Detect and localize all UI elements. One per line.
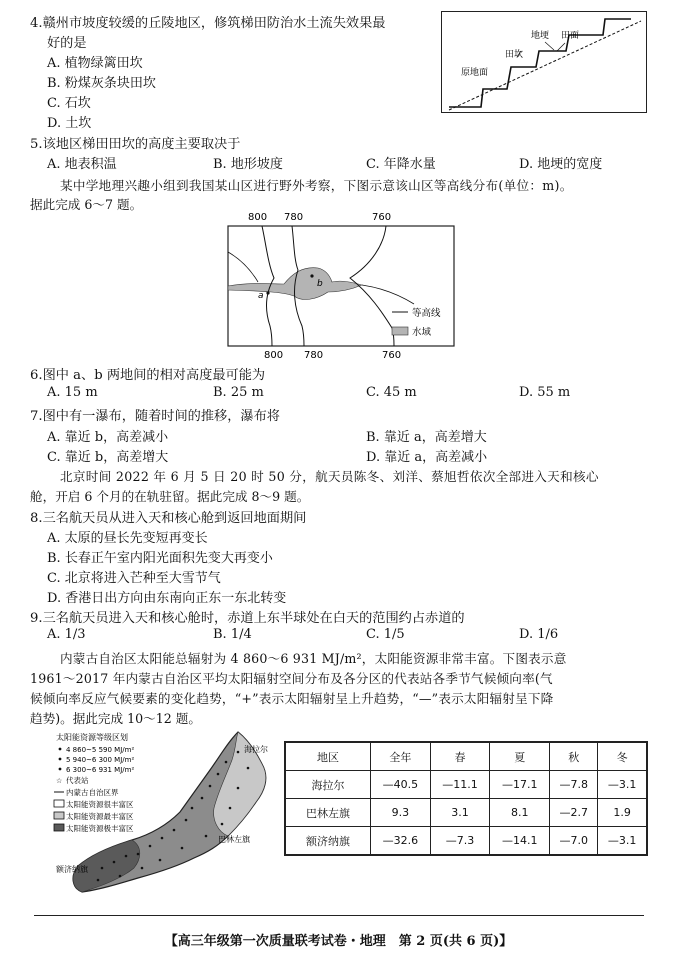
point-b-marker xyxy=(310,274,313,277)
legend-contour-label: 等高线 xyxy=(412,308,441,319)
q5-option-d[interactable]: D. 地埂的宽度 xyxy=(519,157,603,172)
q4-option-d[interactable]: D. 土坎 xyxy=(47,116,92,131)
header-autumn: 秋 xyxy=(550,742,598,771)
q7-option-d[interactable]: D. 靠近 a，高差减小 xyxy=(366,450,488,465)
label-balinzuoqi: 巴林左旗 xyxy=(218,835,250,844)
cell-value: —32.6 xyxy=(371,827,431,856)
cell-region: 巴林左旗 xyxy=(285,799,371,827)
legend-water-label: 水域 xyxy=(412,327,432,338)
top-label-800: 800 xyxy=(248,212,268,223)
q4-option-b[interactable]: B. 粉煤灰条块田坎 xyxy=(47,76,156,91)
intro-6-7-line2: 据此完成 6～7 题。 xyxy=(30,197,143,212)
inner-mongolia-map xyxy=(42,728,282,898)
legend-title: 太阳能资源等级区划 xyxy=(56,733,128,742)
climate-tendency-table xyxy=(284,741,648,856)
legend-station-symbol: ☆ xyxy=(56,777,63,785)
table-header-row xyxy=(285,742,647,771)
q5-stem: 5.该地区梯田田坎的高度主要取决于 xyxy=(30,137,241,152)
intro-10-12-line1: 内蒙古自治区太阳能总辐射为 4 860～6 931 MJ/m²，太阳能资源非常丰富。下图表示意 xyxy=(60,651,567,666)
table-row xyxy=(285,827,647,856)
q9-stem: 9.三名航天员进入天和核心舱时，赤道上东半球处在白天的范围约占赤道的 xyxy=(30,611,465,626)
intro-10-12-line4: 趋势)。据此完成 10～12 题。 xyxy=(30,711,201,726)
q6-option-d[interactable]: D. 55 m xyxy=(519,385,571,400)
q4-option-c[interactable]: C. 石坎 xyxy=(47,96,91,111)
q7-option-b[interactable]: B. 靠近 a，高差增大 xyxy=(366,430,487,445)
q9-option-a[interactable]: A. 1/3 xyxy=(47,627,86,642)
point-a-label: a xyxy=(258,291,264,301)
cell-region: 额济纳旗 xyxy=(285,827,371,856)
header-spring: 春 xyxy=(430,742,490,771)
label-yuandimian: 原地面 xyxy=(461,68,489,78)
q9-option-d[interactable]: D. 1/6 xyxy=(519,627,559,642)
q8-option-a[interactable]: A. 太原的昼长先变短再变长 xyxy=(47,531,208,546)
q6-option-b[interactable]: B. 25 m xyxy=(213,385,264,400)
cell-value: —11.1 xyxy=(430,771,490,799)
q6-option-a[interactable]: A. 15 m xyxy=(47,385,98,400)
cell-value: 1.9 xyxy=(598,799,647,827)
contour-map xyxy=(222,208,462,364)
cell-value: 9.3 xyxy=(371,799,431,827)
q4-stem-line2: 好的是 xyxy=(47,36,87,51)
cell-value: —17.1 xyxy=(490,771,550,799)
q5-option-a[interactable]: A. 地表积温 xyxy=(47,157,117,172)
bottom-label-800: 800 xyxy=(264,350,284,361)
q5-option-c[interactable]: C. 年降水量 xyxy=(366,157,436,172)
intro-6-7-line1: 某中学地理兴趣小组到我国某山区进行野外考察，下图示意该山区等高线分布(单位：m)。 xyxy=(60,178,573,193)
legend-boundary: 内蒙古自治区界 xyxy=(66,788,119,797)
cell-value: —7.0 xyxy=(550,827,598,856)
q8-option-c[interactable]: C. 北京将进入芒种至大雪节气 xyxy=(47,571,221,586)
footer-rule xyxy=(34,915,644,916)
header-region: 地区 xyxy=(285,742,371,771)
intro-8-9-line1: 北京时间 2022 年 6 月 5 日 20 时 50 分，航天员陈冬、刘洋、蔡旭哲依次全部进入天和核心 xyxy=(60,469,599,484)
legend-zone-1: 太阳能资源很丰富区 xyxy=(66,800,134,809)
header-summer: 夏 xyxy=(490,742,550,771)
legend-range-2: 5 940~6 300 MJ/m² xyxy=(66,756,135,764)
legend-zone-2: 太阳能资源最丰富区 xyxy=(66,812,134,821)
legend-water-swatch xyxy=(392,327,408,335)
q4-stem-line1: 4.赣州市坡度较缓的丘陵地区，修筑梯田防治水土流失效果最 xyxy=(30,16,386,31)
intro-8-9-line2: 舱，开启 6 个月的在轨驻留。据此完成 8～9 题。 xyxy=(30,489,310,504)
q7-stem: 7.图中有一瀑布，随着时间的推移，瀑布将 xyxy=(30,409,280,424)
bottom-label-760: 760 xyxy=(382,350,402,361)
cell-value: —40.5 xyxy=(371,771,431,799)
cell-value: —7.8 xyxy=(550,771,598,799)
intro-10-12-line3: 候倾向率反应气候要素的变化趋势，“+”表示太阳辐射呈上升趋势，“—”表示太阳辐射呈下降 xyxy=(30,691,554,706)
intro-10-12-line2: 1961～2017 年内蒙古自治区平均太阳辐射空间分布及各分区的代表站各季节气候倾向率(气 xyxy=(30,671,553,686)
cell-value: —2.7 xyxy=(550,799,598,827)
terrace-diagram xyxy=(441,11,647,113)
q8-option-b[interactable]: B. 长春正午室内阳光面积先变大再变小 xyxy=(47,551,273,566)
label-digeng: 地埂 xyxy=(531,31,550,41)
label-ejinaqi: 额济纳旗 xyxy=(56,865,88,874)
top-label-760: 760 xyxy=(372,212,392,223)
legend-zone-3: 太阳能资源极丰富区 xyxy=(66,824,134,833)
q8-stem: 8.三名航天员从进入天和核心舱到返回地面期间 xyxy=(30,511,307,526)
cell-region: 海拉尔 xyxy=(285,771,371,799)
cell-value: 8.1 xyxy=(490,799,550,827)
q6-stem: 6.图中 a、b 两地间的相对高度最可能为 xyxy=(30,368,266,383)
q6-option-c[interactable]: C. 45 m xyxy=(366,385,417,400)
legend-range-3: 6 300~6 931 MJ/m² xyxy=(66,766,135,774)
cell-value: —14.1 xyxy=(490,827,550,856)
q7-option-c[interactable]: C. 靠近 b，高差增大 xyxy=(47,450,169,465)
table-row xyxy=(285,799,647,827)
point-a-marker xyxy=(266,291,269,294)
top-label-780: 780 xyxy=(284,212,304,223)
cell-value: —3.1 xyxy=(598,771,647,799)
cell-value: —3.1 xyxy=(598,827,647,856)
cell-value: 3.1 xyxy=(430,799,490,827)
bottom-label-780: 780 xyxy=(304,350,324,361)
legend-range-1: 4 860~5 590 MJ/m² xyxy=(66,746,135,754)
q9-option-b[interactable]: B. 1/4 xyxy=(213,627,252,642)
header-winter: 冬 xyxy=(598,742,647,771)
q8-option-d[interactable]: D. 香港日出方向由东南向正东一东北转变 xyxy=(47,591,287,606)
label-tianmian: 田面 xyxy=(561,31,580,41)
q9-option-c[interactable]: C. 1/5 xyxy=(366,627,405,642)
q5-option-b[interactable]: B. 地形坡度 xyxy=(213,157,283,172)
point-b-label: b xyxy=(317,279,323,289)
legend-station: 代表站 xyxy=(66,776,89,785)
table-row xyxy=(285,771,647,799)
header-annual: 全年 xyxy=(371,742,431,771)
page-footer: 【高三年级第一次质量联考试卷・地理 第 2 页(共 6 页)】 xyxy=(164,934,513,949)
cell-value: —7.3 xyxy=(430,827,490,856)
label-tiankan: 田坎 xyxy=(505,50,524,60)
label-hailaer: 海拉尔 xyxy=(244,745,268,754)
q4-option-a[interactable]: A. 植物绿篱田坎 xyxy=(47,56,143,71)
q7-option-a[interactable]: A. 靠近 b，高差减小 xyxy=(47,430,169,445)
